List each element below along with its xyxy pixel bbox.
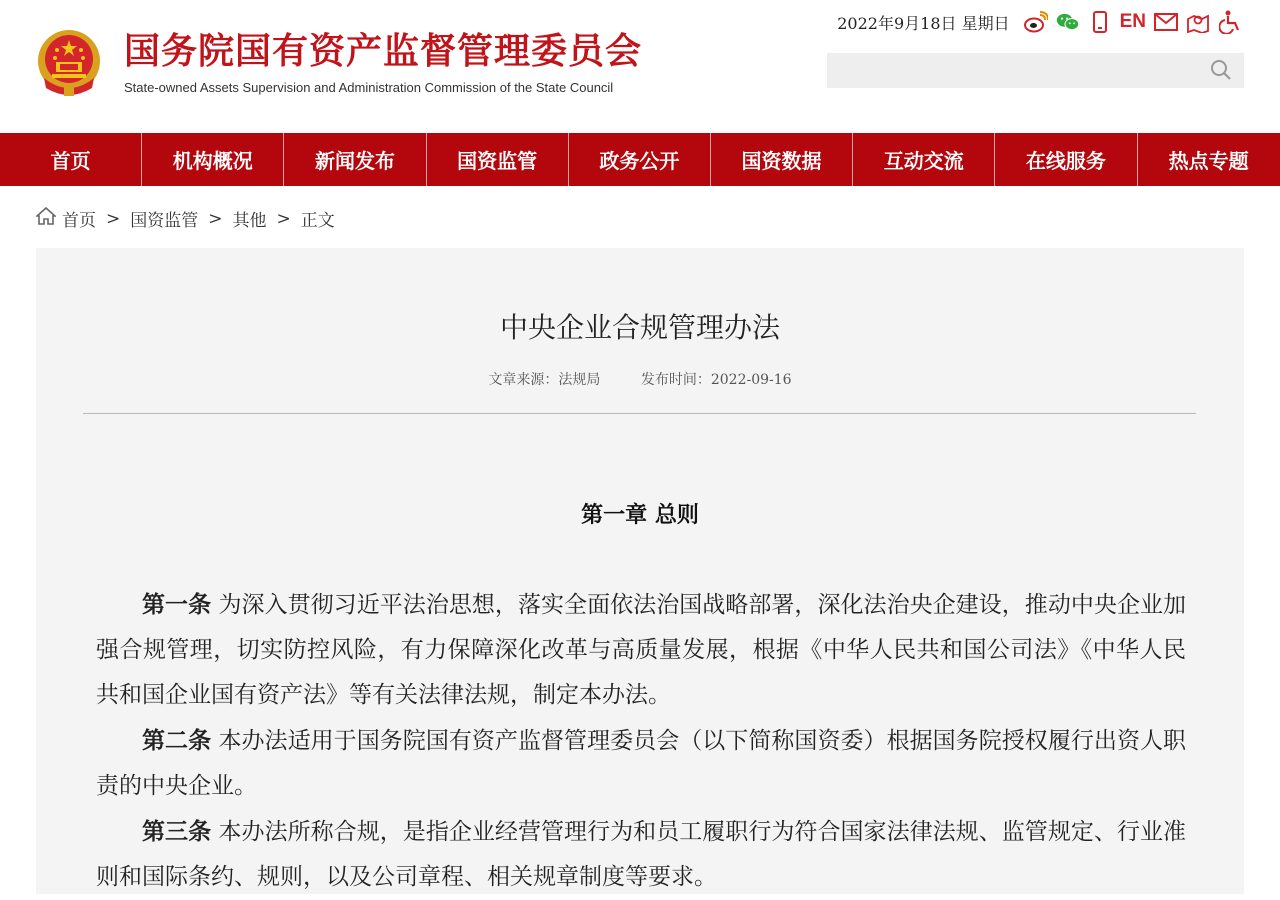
- search-icon[interactable]: [1210, 59, 1234, 83]
- nav-item-topics[interactable]: 热点专题: [1168, 149, 1249, 173]
- mobile-icon[interactable]: [1088, 10, 1112, 34]
- site-subtitle: State-owned Assets Supervision and Administration Commission of the State Council: [124, 80, 614, 95]
- main-nav: [0, 133, 1280, 186]
- search-input[interactable]: [827, 53, 1207, 88]
- top-toolbar: [837, 10, 1242, 34]
- breadcrumb: [36, 206, 335, 231]
- weibo-icon[interactable]: [1024, 10, 1048, 34]
- article-publish-time: 发布时间：2022-09-16: [640, 372, 792, 388]
- nav-item-news[interactable]: 新闻发布: [284, 133, 426, 186]
- article-paragraph: [96, 582, 1186, 718]
- article-text: 为深入贯彻习近平法治思想，落实全面依法治国战略部署，深化法治央企建设，推动中央企业加强合规管理，切实防控风险，有力保障深化改革与高质量发展，根据《中华人民共和国公司法》《中华人民共和国企业国有资产法》等有关法律法规，制定本办法。: [96, 592, 1187, 708]
- article-paragraph: [96, 809, 1186, 900]
- article-number: 第三条: [142, 818, 212, 845]
- breadcrumb-current: 正文: [300, 211, 335, 231]
- nav-item-organization[interactable]: 机构概况: [142, 133, 284, 186]
- article-number: 第二条: [142, 727, 212, 754]
- nav-item-online-service[interactable]: 在线服务: [995, 133, 1137, 186]
- nav-item-home[interactable]: 首页: [0, 133, 142, 186]
- map-location-icon[interactable]: [1186, 10, 1210, 34]
- national-emblem-logo[interactable]: [36, 28, 102, 98]
- accessibility-icon[interactable]: [1218, 10, 1242, 34]
- english-site-link[interactable]: EN: [1119, 11, 1146, 32]
- nav-item-government-affairs[interactable]: 政务公开: [569, 133, 711, 186]
- article-title: 中央企业合规管理办法: [499, 311, 780, 344]
- breadcrumb-other[interactable]: 其他: [232, 211, 267, 231]
- nav-item-data[interactable]: 国资数据: [711, 133, 853, 186]
- site-title[interactable]: 国务院国有资产监督管理委员会: [124, 31, 643, 72]
- article-text: 本办法所称合规，是指企业经营管理行为和员工履职行为符合国家法律法规、监管规定、行业准则和国际条约、规则，以及公司章程、相关规章制度等要求。: [96, 819, 1187, 890]
- article-paragraph: [96, 718, 1186, 809]
- article-number: 第一条: [142, 591, 212, 618]
- breadcrumb-home[interactable]: 首页: [62, 211, 96, 231]
- search-box: [827, 53, 1244, 88]
- article-text: 本办法适用于国务院国有资产监督管理委员会（以下简称国资委）根据国务院授权履行出资人职责的中央企业。: [96, 728, 1187, 799]
- breadcrumb-supervision[interactable]: 国资监管: [130, 211, 199, 231]
- article-meta: [36, 369, 1244, 389]
- article-divider: [83, 413, 1196, 414]
- article-source: 文章来源：法规局: [488, 372, 601, 388]
- breadcrumb-separator: >: [208, 208, 223, 229]
- home-icon[interactable]: [36, 207, 56, 230]
- nav-item-interaction[interactable]: 互动交流: [853, 133, 995, 186]
- wechat-icon[interactable]: [1056, 10, 1080, 34]
- mail-icon[interactable]: [1154, 10, 1178, 34]
- breadcrumb-separator: >: [276, 208, 291, 229]
- article-panel: [36, 248, 1244, 894]
- site-header: [0, 0, 1280, 133]
- nav-item-supervision[interactable]: 国资监管: [427, 133, 569, 186]
- breadcrumb-separator: >: [106, 208, 121, 229]
- chapter-heading: 第一章 总则: [581, 502, 699, 528]
- article-body: [96, 582, 1186, 900]
- current-date: 2022年9月18日 星期日: [837, 13, 1010, 33]
